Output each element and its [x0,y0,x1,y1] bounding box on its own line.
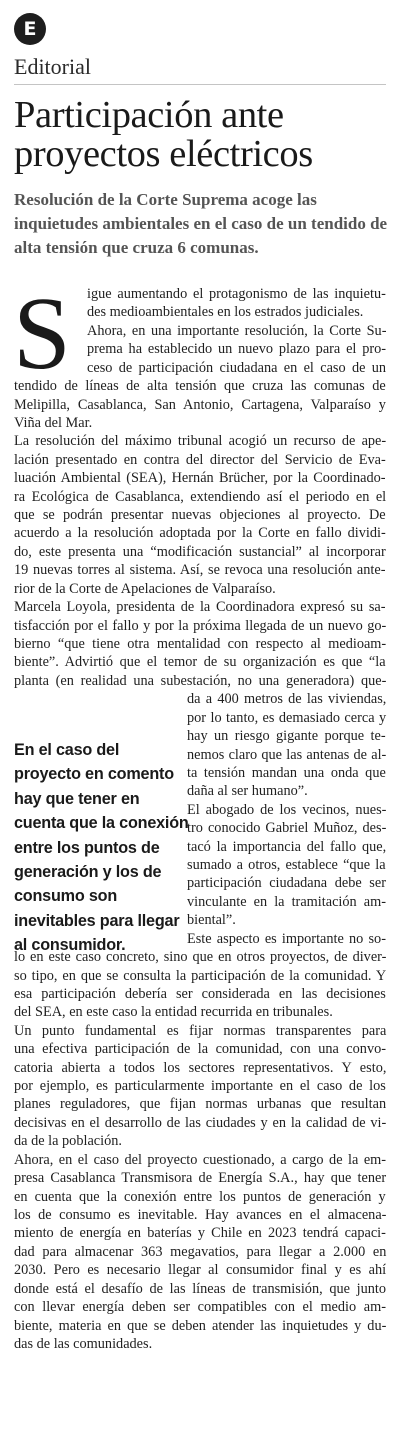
body-line: por ejemplo, es particularmente importante en el caso de los [14,1078,386,1095]
body-line: ra Ecológica de Casablanca, extendiendo así el periodo en el [14,488,387,505]
body-line: por lo tanto, es demasiado cerca y [187,709,387,726]
body-line: decisivas en el desarrollo de las ciudades y en la calidad de vi- [14,1114,387,1131]
subheadline: Resolución de la Corte Suprema acoge las inquietudes ambientales en el caso de un tendido de alta tensión que cruza 6 comunas. [14,190,388,257]
body-line: des medioambientales en los estrados judiciales. [87,304,364,321]
body-line: Marcela Loyola, presidenta de la Coordinadora expresó su sa- [14,599,386,616]
pull-quote: En el caso del proyecto en comento hay que tener en cuenta que la conexión entre los puntos de generación y los de consumo son inevitables para llegar al consumidor. [14,741,189,955]
body-line: El abogado de los vecinos, nues- [187,801,387,818]
body-line: sumado a otros, establece “que la [187,857,386,874]
body-line: del SEA, en este caso la entidad recurrida en tribunales. [14,1004,333,1021]
body-line: tisfacción por el fallo y por la próxima llegada de un nuevo go- [14,617,387,634]
body-line: igue aumentando el protagonismo de las inquietu- [87,286,386,302]
body-line: vinculante en la tramitación am- [187,893,386,910]
body-line: los de consumo es inevitable. Hay avances en el almacena- [14,1207,387,1223]
body-line: que se podrán presentar nuevas objeciones al proyecto. De [14,507,386,524]
body-line: Un punto fundamental es fijar normas transparentes para [14,1022,387,1039]
body-line: so tipo, en que se consulta la participación de la comunidad. Y [14,967,387,984]
body-line: ceso de participación ciudadana en el caso de un [87,359,387,376]
section-label: Editorial [14,54,91,79]
body-line: donde está el desafío de las líneas de transmisión, que junto [14,1280,387,1297]
body-line: bierno “que tiene otra mentalidad con respecto al medioam- [14,635,387,652]
body-line: dad para almacenar 363 megavatios, para llegar a 2.000 en [14,1243,387,1260]
body-line: biental”. [187,912,236,929]
body-line: lo en este caso concreto, sino que en otros proyectos, de diver- [14,949,387,966]
body-line: esa participación debería ser considerada en las decisiones [14,985,386,1002]
body-line: planes reguladores, que fijan normas urbanas que resultan [14,1096,387,1113]
body-line: nemos claro que las antenas de al- [187,746,387,763]
body-line: tro conocido Gabriel Muñoz, des- [187,820,387,837]
body-line: biente”. Advirtió que el temor de su organización es que “la [14,654,386,671]
body-line: en cuenta que la conexión entre los puntos de generación y [14,1188,386,1205]
body-line: luación Ambiental (SEA), Hernán Brücher, por la Coordinado- [14,470,386,487]
body-line: Ahora, en una importante resolución, la Corte Su- [87,322,387,339]
body-line: Ahora, en el caso del proyecto cuestionado, a cargo de la em- [14,1151,387,1168]
body-line: planta (en realidad una subestación, no una generadora) que- [14,672,387,689]
body-line: La resolución del máximo tribunal acogió un recurso de ape- [14,433,387,450]
body-line: daña al ser humano”. [187,783,308,800]
body-line: do, este presenta una “modificación sustancial” al incorporar [14,543,386,560]
body-line: da a 400 metros de las viviendas, [187,691,387,708]
body-line: 19 nuevas torres al sistema. Así, se revoca una resolución ante- [14,562,386,579]
body-line: da de la población. [14,1133,122,1150]
body-line: acuerdo a la resolución adoptada por la Corte en fallo dividi- [14,525,386,542]
section-badge: E [14,13,46,45]
body-line: miento de energía en baterías y Chile en 2023 tendrá capaci- [14,1225,386,1242]
section-divider [14,84,386,85]
body-line: tacó la importancia del fallo que, [187,838,387,855]
drop-cap: S [13,276,71,391]
body-line: presa Casablanca Transmisora de Energía S.A., hay que tener [14,1170,387,1187]
body-line: ta tensión mandan una onda que [187,764,386,781]
body-line: rior de la Corte de Apelaciones de Valparaíso. [14,580,276,597]
body-line: das de las comunidades. [14,1335,153,1352]
body-line: prema ha establecido un nuevo plazo para el pro- [87,341,387,358]
body-line: tendido de líneas de alta tensión que cruza las comunas de [14,378,386,395]
headline: Participación ante proyectos eléctricos [14,94,313,175]
body-line: con llevar energía deben ser compatibles con el medio am- [14,1299,386,1316]
body-line: hay un riesgo gigante porque te- [187,728,386,745]
body-line: una efectiva participación de la comunidad, con una convo- [14,1041,386,1058]
body-line: lación presentado en contra del director del Servicio de Eva- [14,451,386,468]
body-line: Viña del Mar. [14,414,93,431]
body-line: Este aspecto es importante no so- [187,930,386,947]
body-line: biente, materia en que se deben atender las inquietudes y du- [14,1317,387,1334]
body-line: 2030. Pero es necesario llegar al consumidor final y es ahí [14,1262,387,1279]
body-line: catoria abierta a todos los sectores representativos. Y esto, [14,1059,387,1076]
body-line: Melipilla, Casablanca, San Antonio, Cartagena, Valparaíso y [14,396,386,413]
body-line: participación ciudadana debe ser [187,875,386,892]
